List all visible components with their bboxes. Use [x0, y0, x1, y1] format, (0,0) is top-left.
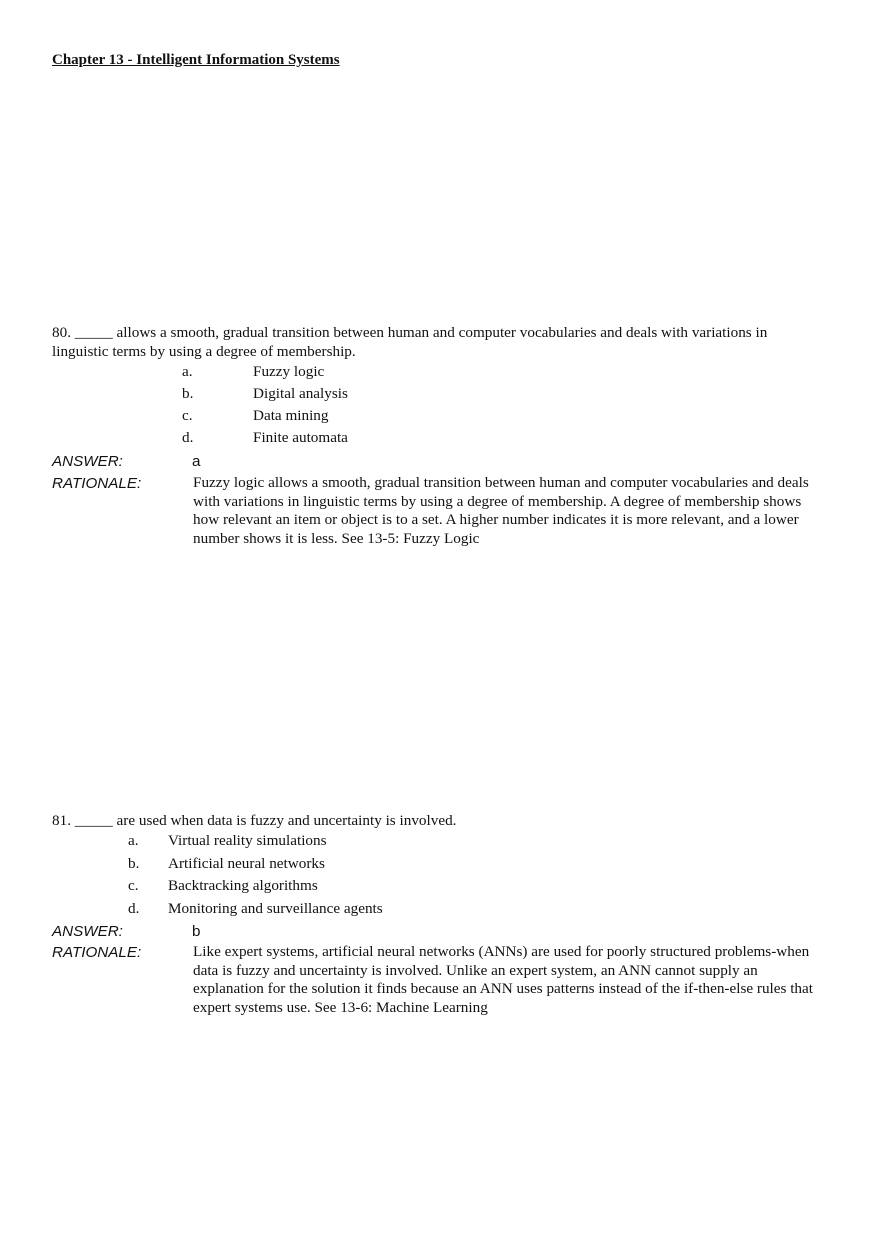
question-81-stem-block: [52, 811, 822, 830]
choice-text: Finite automata: [253, 429, 348, 446]
chapter-title: Chapter 13 - Intelligent Information Systems: [52, 52, 340, 68]
question-stem: 80. _____ allows a smooth, gradual transition between human and computer vocabularies and deals with variations in linguistic terms by using a degree of membership.: [52, 324, 768, 360]
choice-text: Virtual reality simulations: [168, 832, 327, 849]
choice-letter: c.: [182, 407, 193, 424]
choice-text: Fuzzy logic: [253, 363, 325, 380]
choice-letter: a.: [182, 363, 193, 380]
rationale-text: Like expert systems, artificial neural networks (ANNs) are used for poorly structured problems-when data is fuzzy and uncertainty is involved. Unlike an expert system, an ANN cannot supply an explanation for the solution it finds because an ANN uses patterns instead of the if-then-else rules that expert systems use. See 13-6: Machine Learning: [193, 943, 813, 1016]
choice-text: Monitoring and surveillance agents: [168, 900, 383, 917]
choice-letter: d.: [182, 429, 194, 446]
rationale-text: Fuzzy logic allows a smooth, gradual transition between human and computer vocabularies and deals with variations in linguistic terms by using a degree of membership. A degree of membership shows how relevant an item or object is to a set. A higher number indicates it is more relevant, and a lower number shows it is less. See 13-5: Fuzzy Logic: [193, 474, 809, 547]
choice-letter: c.: [128, 877, 139, 894]
answer-value: a: [192, 453, 201, 470]
answer-label: ANSWER:: [52, 453, 123, 470]
choice-text: Data mining: [253, 407, 329, 424]
choice-text: Artificial neural networks: [168, 855, 325, 872]
choice-text: Backtracking algorithms: [168, 877, 318, 894]
choice-letter: b.: [182, 385, 194, 402]
choice-letter: b.: [128, 855, 140, 872]
answer-label: ANSWER:: [52, 923, 123, 940]
rationale-label: RATIONALE:: [52, 475, 142, 492]
choice-letter: d.: [128, 900, 140, 917]
answer-value: b: [192, 923, 201, 940]
choice-text: Digital analysis: [253, 385, 348, 402]
rationale-label: RATIONALE:: [52, 944, 142, 961]
choice-letter: a.: [128, 832, 139, 849]
question-stem: 81. _____ are used when data is fuzzy and uncertainty is involved.: [52, 812, 457, 829]
question-80-stem-block: [52, 323, 822, 361]
